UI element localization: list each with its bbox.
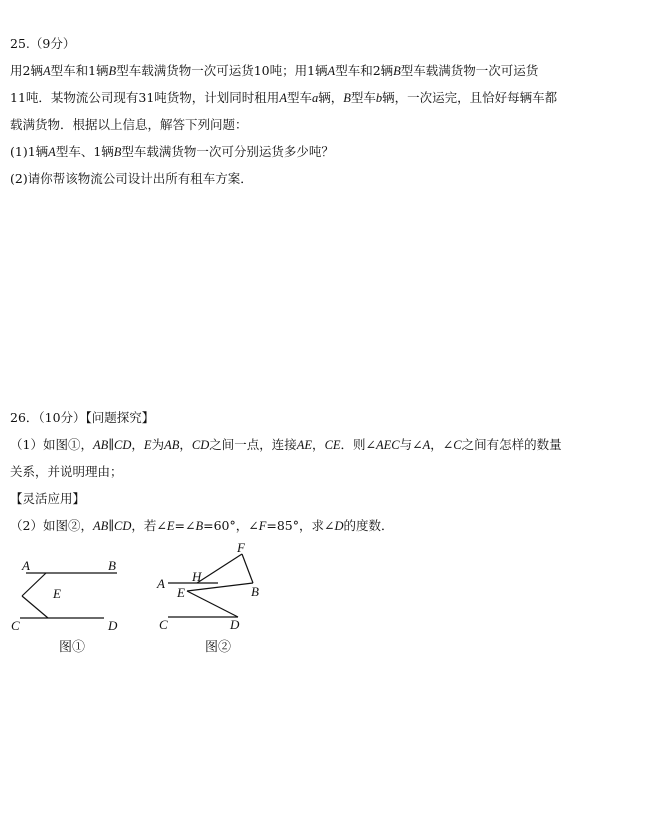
fig2-label-d: D <box>230 617 240 632</box>
fig2-label-c: C <box>159 617 168 632</box>
q26-header: 26．（10分）【问题探究】 <box>10 410 155 425</box>
q26-part2: （2）如图②，AB∥CD，若∠E=∠B=60°，∠F=85°，求∠D的度数． <box>10 518 394 533</box>
fig1-label-d: D <box>108 618 118 633</box>
fig2-label-b: B <box>251 584 259 599</box>
fig2-label-f: F <box>237 540 245 555</box>
fig2-line-eb <box>187 583 253 591</box>
fig1-label-e: E <box>53 586 61 601</box>
q25-line3: 载满货物．根据以上信息，解答下列问题： <box>10 117 248 132</box>
fig2-line-fb <box>242 554 253 583</box>
figure-2 <box>150 540 280 640</box>
fig1-line-ec <box>22 596 48 618</box>
q25-line1: 用2辆A型车和1辆B型车载满货物一次可运货10吨；用1辆A型车和2辆B型车载满货物一次可运货 <box>10 63 539 78</box>
q26-part1-line2: 关系，并说明理由； <box>10 464 123 479</box>
figure-1 <box>0 545 140 640</box>
q25-line2: 11吨．某物流公司现有31吨货物，计划同时租用A型车a辆，B型车b辆，一次运完，且恰好每辆车都 <box>10 90 558 105</box>
fig2-label-h: H <box>192 569 202 584</box>
fig1-line-ae <box>22 573 46 596</box>
fig2-label-e: E <box>177 585 185 600</box>
fig2-line-fh <box>197 554 242 583</box>
fig2-label-a: A <box>157 576 165 591</box>
fig1-label-a: A <box>22 558 30 573</box>
fig1-label-b: B <box>108 558 116 573</box>
q26-section-title: 【灵活应用】 <box>10 491 86 506</box>
q25-header: 25.（9分） <box>10 36 76 51</box>
q25-part2: (2)请你帮该物流公司设计出所有租车方案． <box>10 171 253 186</box>
q25-part1: (1)1辆A型车、1辆B型车载满货物一次可分别运货多少吨？ <box>10 144 334 159</box>
q26-part1-line1: （1）如图①，AB∥CD，E为AB，CD之间一点，连接AE，CE．则∠AEC与∠A，∠C之间有怎样的数量 <box>10 437 562 452</box>
fig2-line-ed <box>187 591 238 617</box>
fig1-label-c: C <box>11 618 20 633</box>
figure-2-caption: 图② <box>205 640 232 655</box>
figure-1-caption: 图① <box>59 640 86 655</box>
